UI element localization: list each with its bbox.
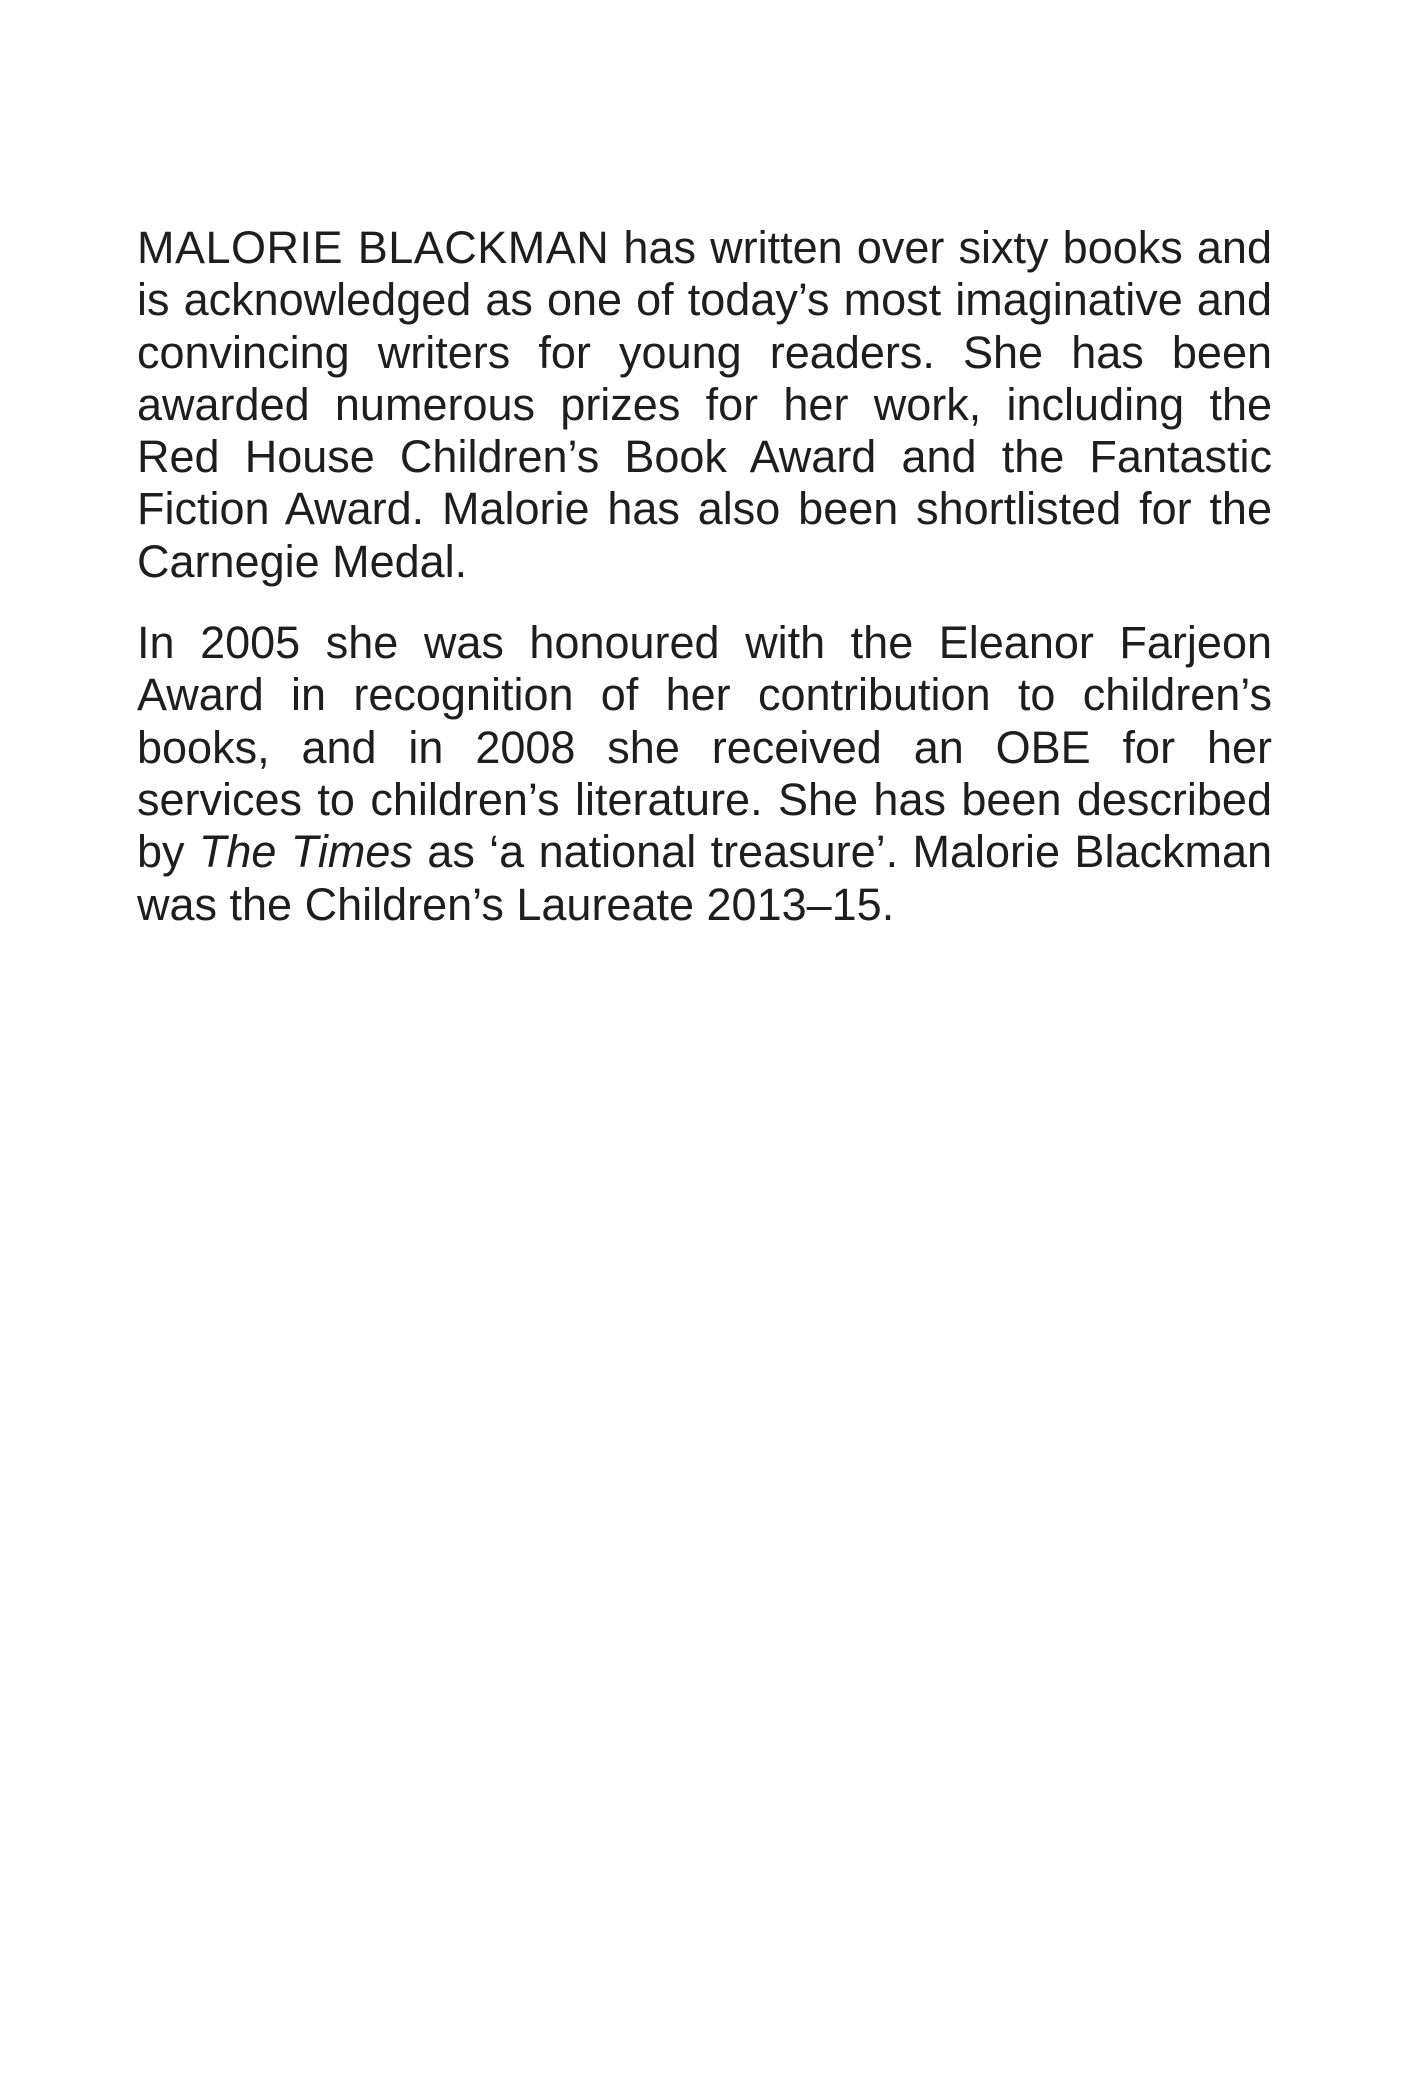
author-name: MALORIE BLACKMAN <box>137 222 610 273</box>
bio-paragraph-1 <box>137 222 1272 588</box>
bio-paragraph-2-text-before: In 2005 she was honoured with the Eleanor Farjeon Award in recognition of her contribution to children’s books, and in 2008 she received an OBE for her services to children’s literature. She has been described by <box>137 617 1272 878</box>
bio-paragraph-1-text: has written over sixty books and is acknowledged as one of today’s most imaginative and convincing writers for young readers. She has been awarded numerous prizes for her work, including the Red House Children’s Book Award and the Fantastic Fiction Award. Malorie has also been shortlisted for the Carnegie Medal. <box>137 222 1272 587</box>
author-biography <box>137 222 1272 960</box>
bio-paragraph-2 <box>137 617 1272 931</box>
publication-title: The Times <box>198 826 413 878</box>
bio-paragraph-2-text-after: as ‘a national treasure’. Malorie Blackman was the Children’s Laureate 2013–15. <box>137 826 1273 930</box>
